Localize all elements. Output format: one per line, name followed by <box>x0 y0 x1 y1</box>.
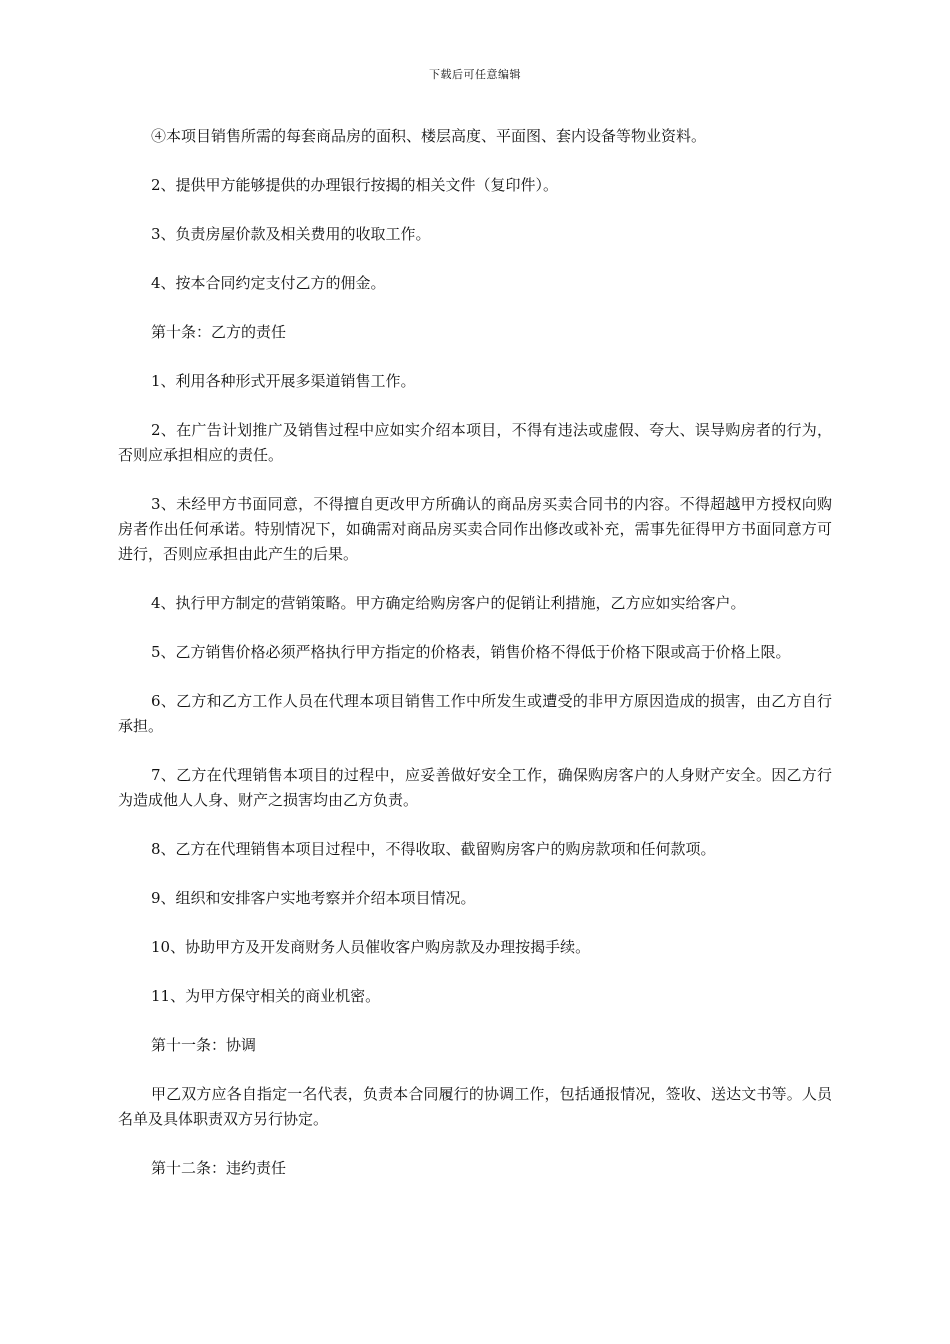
paragraph: 10、协助甲方及开发商财务人员催收客户购房款及办理按揭手续。 <box>151 938 591 956</box>
paragraph: 8、乙方在代理销售本项目过程中，不得收取、截留购房客户的购房款项和任何款项。 <box>151 840 716 858</box>
paragraph: 3、未经甲方书面同意，不得擅自更改甲方所确认的商品房买卖合同书的内容。不得超越甲方授权向购房者作出任何承诺。特别情况下，如确需对商品房买卖合同作出修改或补充，需事先征得甲方书面同意方可进行，否则应承担由此产生的后果。 <box>118 495 832 563</box>
paragraph: 2、提供甲方能够提供的办理银行按揭的相关文件（复印件）。 <box>151 176 559 194</box>
section-heading: 第十二条：违约责任 <box>151 1159 287 1177</box>
document-body <box>118 124 832 1205</box>
section-heading: 第十一条：协调 <box>151 1036 257 1054</box>
paragraph: 甲乙双方应各自指定一名代表，负责本合同履行的协调工作，包括通报情况，签收、送达文书等。人员名单及具体职责双方另行协定。 <box>118 1085 832 1128</box>
paragraph: 4、按本合同约定支付乙方的佣金。 <box>151 274 386 292</box>
section-heading: 第十条：乙方的责任 <box>151 323 287 341</box>
paragraph: 4、执行甲方制定的营销策略。甲方确定给购房客户的促销让利措施，乙方应如实给客户。 <box>151 594 746 612</box>
page-header: 下载后可任意编辑 <box>429 68 521 81</box>
paragraph: 7、乙方在代理销售本项目的过程中，应妥善做好安全工作，确保购房客户的人身财产安全。因乙方行为造成他人人身、财产之损害均由乙方负责。 <box>118 766 832 809</box>
paragraph: 2、在广告计划推广及销售过程中应如实介绍本项目，不得有违法或虚假、夸大、误导购房者的行为，否则应承担相应的责任。 <box>118 421 832 464</box>
paragraph: 1、利用各种形式开展多渠道销售工作。 <box>151 372 416 390</box>
paragraph: ④本项目销售所需的每套商品房的面积、楼层高度、平面图、套内设备等物业资料。 <box>151 127 707 145</box>
paragraph: 5、乙方销售价格必须严格执行甲方指定的价格表，销售价格不得低于价格下限或高于价格上限。 <box>151 643 791 661</box>
paragraph: 9、组织和安排客户实地考察并介绍本项目情况。 <box>151 889 476 907</box>
paragraph: 3、负责房屋价款及相关费用的收取工作。 <box>151 225 431 243</box>
paragraph: 6、乙方和乙方工作人员在代理本项目销售工作中所发生或遭受的非甲方原因造成的损害，由乙方自行承担。 <box>118 692 832 735</box>
paragraph: 11、为甲方保守相关的商业机密。 <box>151 987 381 1005</box>
